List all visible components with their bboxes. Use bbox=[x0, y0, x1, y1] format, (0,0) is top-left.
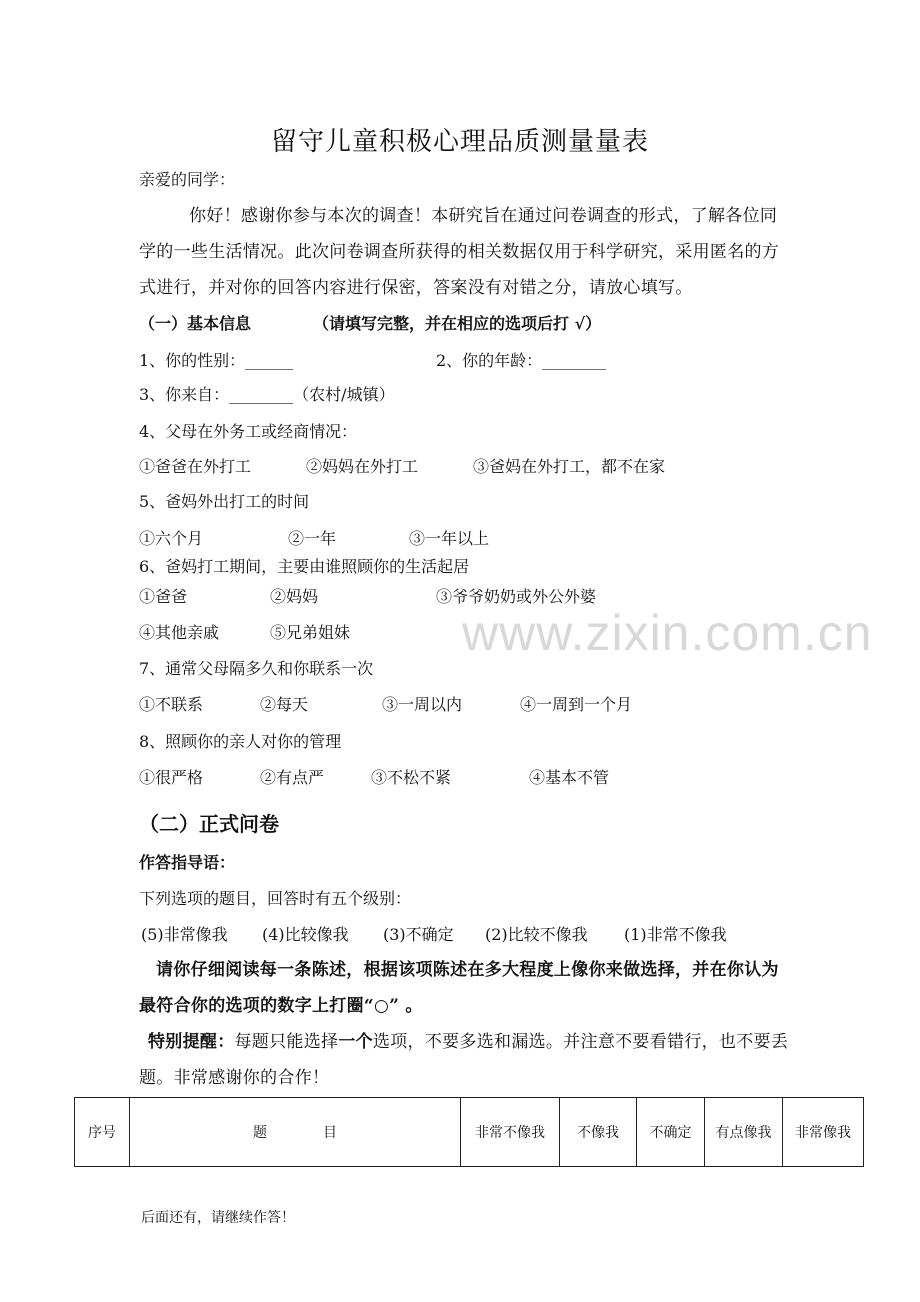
level-1: (1)非常不像我 bbox=[624, 925, 727, 944]
header-very-unlike: 非常不像我 bbox=[461, 1098, 560, 1167]
header-very-like: 非常像我 bbox=[783, 1098, 864, 1167]
q4-option-3: ③爸妈在外打工，都不在家 bbox=[473, 457, 666, 476]
question-gender: 1、你的性别：______ bbox=[139, 351, 294, 370]
header-somewhat-like: 有点像我 bbox=[705, 1098, 783, 1167]
level-5: (5)非常像我 bbox=[141, 925, 228, 944]
q6-option-4: ④其他亲戚 bbox=[139, 623, 220, 642]
question-6: 6、爸妈打工期间，主要由谁照顾你的生活起居 bbox=[139, 557, 470, 576]
level-4: (4)比较像我 bbox=[262, 925, 349, 944]
q7-option-4: ④一周到一个月 bbox=[520, 695, 633, 714]
guide-heading: 作答指导语： bbox=[139, 853, 236, 872]
q8-option-4: ④基本不管 bbox=[529, 768, 610, 787]
q6-option-5: ⑤兄弟姐妹 bbox=[270, 623, 351, 642]
header-number: 序号 bbox=[75, 1098, 130, 1167]
q8-option-1: ①很严格 bbox=[139, 768, 204, 787]
reminder-post: 选项，不要多选和漏选。并注意不要看错行，也不要丢题。非常感谢你的合作！ bbox=[139, 1032, 789, 1088]
reminder-emphasis: 一个 bbox=[338, 1032, 373, 1052]
q4-option-2: ②妈妈在外打工 bbox=[306, 457, 419, 476]
q6-option-2: ②妈妈 bbox=[270, 587, 319, 606]
q8-option-2: ②有点严 bbox=[260, 768, 325, 787]
watermark: www.zixin.com.cn bbox=[462, 605, 873, 661]
q8-option-3: ③不松不紧 bbox=[371, 768, 452, 787]
question-age: 2、你的年龄：________ bbox=[436, 351, 607, 370]
header-unlike: 不像我 bbox=[560, 1098, 637, 1167]
reminder-pre: 每题只能选择 bbox=[234, 1032, 339, 1052]
question-4: 4、父母在外务工或经商情况： bbox=[139, 422, 358, 441]
q7-option-1: ①不联系 bbox=[139, 695, 204, 714]
question-origin: 3、你来自：________（农村/城镇） bbox=[139, 385, 395, 404]
reminder-label: 特别提醒： bbox=[148, 1032, 235, 1052]
q4-option-1: ①爸爸在外打工 bbox=[139, 457, 252, 476]
level-2: (2)比较不像我 bbox=[485, 925, 588, 944]
q5-option-2: ②一年 bbox=[288, 529, 337, 548]
section2-heading: （二）正式问卷 bbox=[139, 812, 279, 836]
header-item: 题 目 bbox=[130, 1098, 461, 1167]
q7-option-2: ②每天 bbox=[260, 695, 309, 714]
reminder-paragraph bbox=[139, 1024, 789, 1096]
intro-paragraph: 你好！感谢你参与本次的调查！本研究旨在通过问卷调查的形式，了解各位同学的一些生活情况。此次问卷调查所获得的相关数据仅用于科学研究，采用匿名的方式进行，并对你的回答内容进行保密，答案没有对错之分，请放心填写。 bbox=[139, 206, 780, 298]
section1-heading: （一）基本信息 bbox=[139, 314, 252, 333]
footer-note: 后面还有，请继续作答！ bbox=[141, 1210, 295, 1226]
q7-option-3: ③一周以内 bbox=[382, 695, 463, 714]
greeting: 亲爱的同学： bbox=[139, 170, 236, 189]
question-7: 7、通常父母隔多久和你联系一次 bbox=[139, 659, 374, 678]
section1-note: （请填写完整，并在相应的选项后打 √） bbox=[313, 314, 602, 333]
question-8: 8、照顾你的亲人对你的管理 bbox=[139, 732, 342, 751]
q6-option-3: ③爷爷奶奶或外公外婆 bbox=[436, 587, 597, 606]
header-unsure: 不确定 bbox=[637, 1098, 705, 1167]
question-5: 5、爸妈外出打工的时间 bbox=[139, 492, 310, 511]
level-3: (3)不确定 bbox=[383, 925, 454, 944]
rating-table bbox=[74, 1097, 864, 1167]
page-title: 留守儿童积极心理品质测量量表 bbox=[270, 127, 649, 157]
instruction-paragraph: 请你仔细阅读每一条陈述，根据该项陈述在多大程度上像你来做选择，并在你认为最符合你的选项的数字上打圈“○” 。 bbox=[139, 960, 779, 1016]
q6-option-1: ①爸爸 bbox=[139, 587, 188, 606]
q5-option-3: ③一年以上 bbox=[409, 529, 490, 548]
table-header-row bbox=[75, 1098, 864, 1167]
q5-option-1: ①六个月 bbox=[139, 529, 204, 548]
guide-text: 下列选项的题目，回答时有五个级别： bbox=[139, 889, 412, 908]
